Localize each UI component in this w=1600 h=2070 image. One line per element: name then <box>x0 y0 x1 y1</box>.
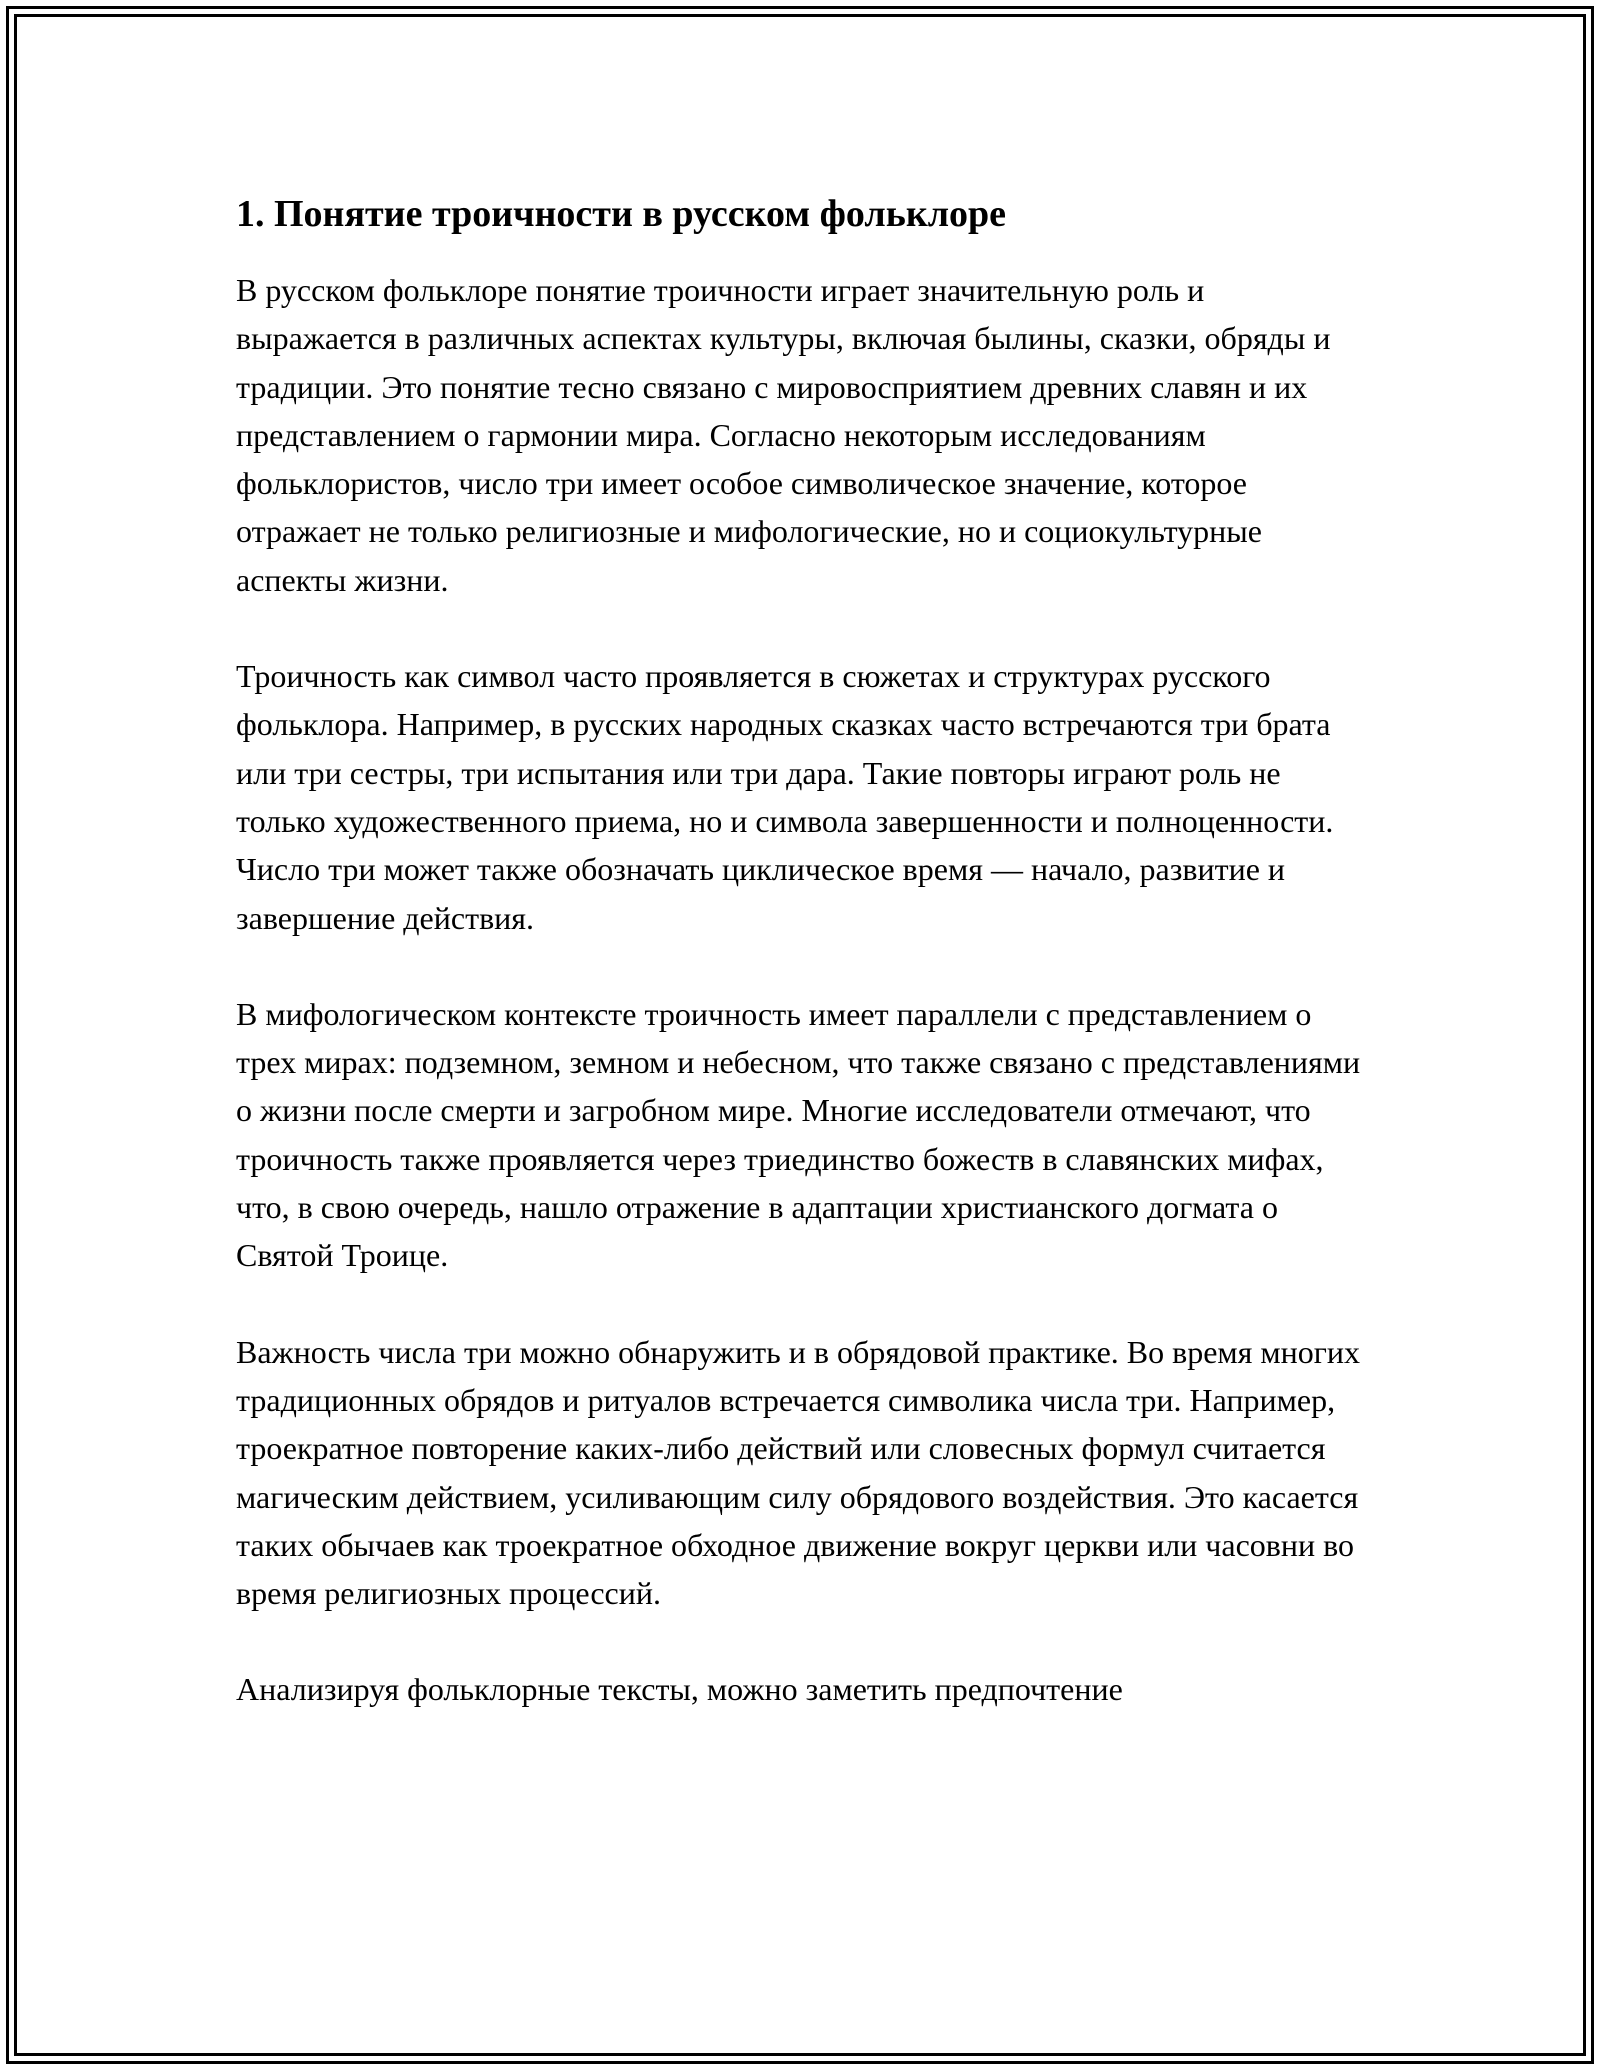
paragraph-1: В русском фольклоре понятие троичности играет значительную роль и выражается в различных аспектах культуры, включая былины, сказки, обряды и традиции. Это понятие тесно связано с мировосприятием древних славян и их представлением о гармонии мира. Согласно некоторым исследованиям фольклористов, число три имеет особое символическое значение, которое отражает не только религиозные и мифологические, но и социокультурные аспекты жизни. <box>236 272 1331 598</box>
document-body <box>236 186 1366 1762</box>
paragraph-3: В мифологическом контексте троичность имеет параллели с представлением о трех мирах: подземном, земном и небесном, что также связано с представлениями о жизни после смерти и загробном мире. Многие исследователи отмечают, что троичность также проявляется через триединство божеств в славянских мифах, что, в свою очередь, нашло отражение в адаптации христианского догмата о Святой Троице. <box>236 995 1361 1274</box>
paragraph-2: Троичность как символ часто проявляется в сюжетах и структурах русского фольклора. Например, в русских народных сказках часто встречаются три брата или три сестры, три испытания или три дара. Такие повторы играют роль не только художественного приема, но и символа завершенности и полноценности. Число три может также обозначать циклическое время — начало, развитие и завершение действия. <box>236 658 1334 936</box>
section-heading: 1. Понятие троичности в русском фольклоре <box>236 193 1007 235</box>
paragraph-5: Анализируя фольклорные тексты, можно заметить предпочтение <box>236 1671 1123 1708</box>
paragraph-4: Важность числа три можно обнаружить и в обрядовой практике. Во время многих традиционных обрядов и ритуалов встречается символика числа три. Например, троекратное повторение каких-либо действий или словесных формул считается магическим действием, усиливающим силу обрядового воздействия. Это касается таких обычаев как троекратное обходное движение вокруг церкви или часовни во время религиозных процессий. <box>236 1333 1361 1612</box>
